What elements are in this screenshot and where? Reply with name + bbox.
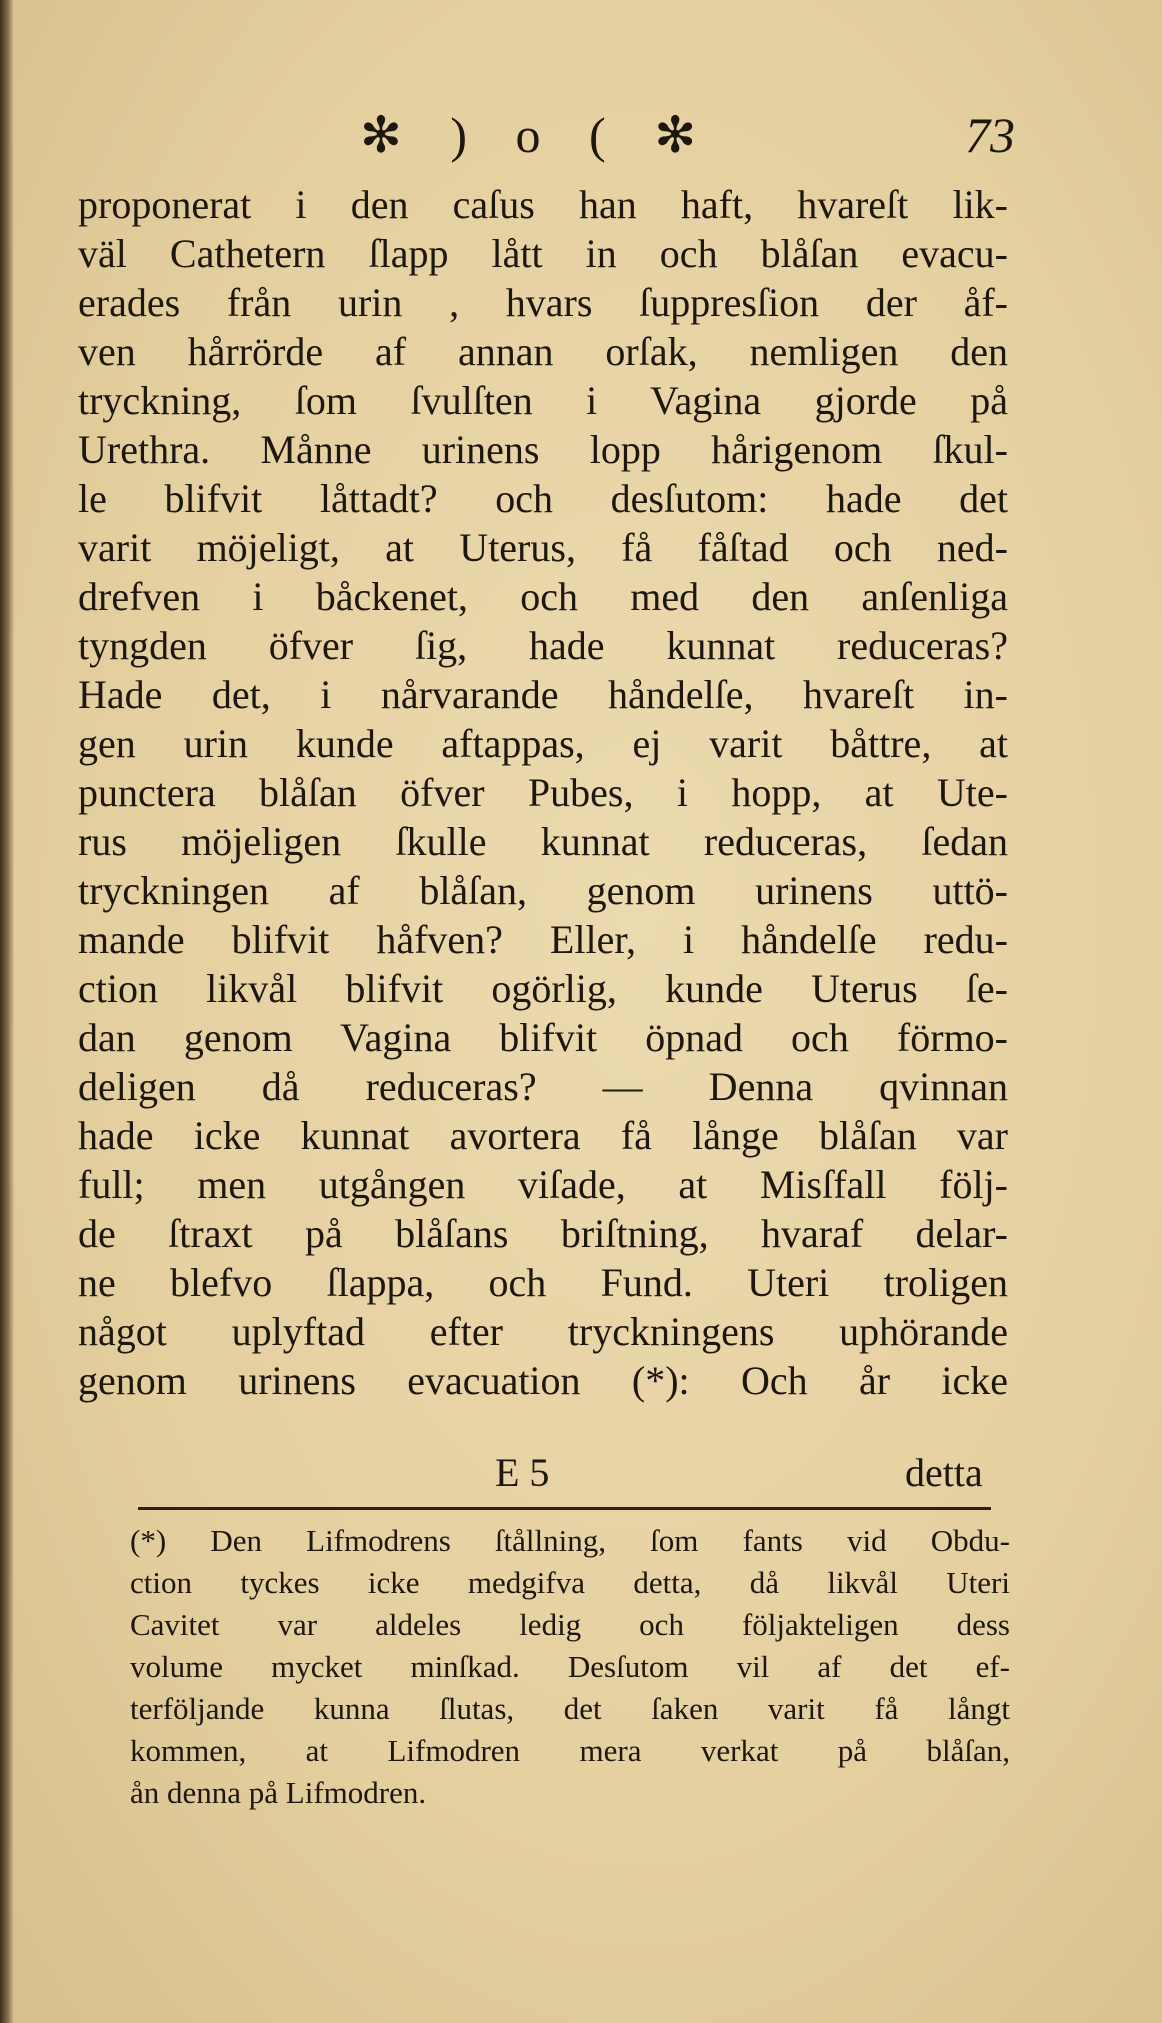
text-line: erades från urin , hvars ſuppresſion der åf- [78, 280, 1008, 325]
text-line: genom urinens evacuation (*): Och år icke [78, 1358, 1008, 1403]
text-line: tryckningen af blåſan, genom urinens uttö- [78, 868, 1008, 913]
footnote-line: terföljande kunna ſlutas, det ſaken varit få långt [130, 1691, 1010, 1726]
footnote-rule [138, 1507, 991, 1510]
footnote-line: kommen, at Lifmodren mera verkat på blåſan, [130, 1733, 1010, 1768]
page-header [330, 105, 1030, 165]
text-line: tryckning, ſom ſvulſten i Vagina gjorde på [78, 378, 1008, 423]
text-line: full; men utgången viſade, at Misſfall följ- [78, 1162, 1008, 1207]
signature-mark: E 5 [495, 1450, 550, 1495]
text-line: proponerat i den caſus han haft, hvareſt lik- [78, 182, 1008, 227]
page-number: 73 [965, 107, 1015, 163]
footnote-line: volume mycket minſkad. Desſutom vil af det ef- [130, 1649, 1010, 1684]
text-line: deligen då reduceras? — Denna qvinnan [78, 1064, 1008, 1109]
text-line: något uplyftad efter tryckningens uphörande [78, 1309, 1008, 1354]
text-line: tyngden öfver ſig, hade kunnat reduceras? [78, 623, 1008, 668]
text-line: Urethra. Månne urinens lopp hårigenom ſkul- [78, 427, 1008, 472]
text-line: Hade det, i nårvarande håndelſe, hvareſt in- [78, 672, 1008, 717]
footnote [130, 1520, 1010, 1814]
text-line: punctera blåſan öfver Pubes, i hopp, at Ute- [78, 770, 1008, 815]
text-line: mande blifvit håfven? Eller, i håndelſe redu- [78, 917, 1008, 962]
footnote-line: ction tyckes icke medgifva detta, då likvål Uteri [130, 1565, 1010, 1600]
text-line: gen urin kunde aftappas, ej varit båttre, at [78, 721, 1008, 766]
header-ornament: ✻ ) o ( ✻ [360, 107, 715, 163]
text-line: ne blefvo ſlappa, och Fund. Uteri troligen [78, 1260, 1008, 1305]
text-line: de ſtraxt på blåſans briſtning, hvaraf delar- [78, 1211, 1008, 1256]
text-line: väl Cathetern ſlapp lått in och blåſan evacu- [78, 231, 1008, 276]
text-line: rus möjeligen ſkulle kunnat reduceras, ſedan [78, 819, 1008, 864]
footnote-line: (*) Den Lifmodrens ſtållning, ſom fants vid Obdu- [130, 1523, 1010, 1558]
catchword: detta [905, 1450, 983, 1495]
page-edge-shadow [0, 0, 14, 2023]
text-line: dan genom Vagina blifvit öpnad och förmo- [78, 1015, 1008, 1060]
text-line: hade icke kunnat avortera få långe blåſan var [78, 1113, 1008, 1158]
main-text [78, 180, 1008, 1405]
footnote-line: Cavitet var aldeles ledig och följakteligen dess [130, 1607, 1010, 1642]
text-line: ven hårrörde af annan orſak, nemligen den [78, 329, 1008, 374]
footnote-line: ån denna på Lifmodren. [130, 1775, 427, 1810]
text-line: le blifvit låttadt? och desſutom: hade det [78, 476, 1008, 521]
text-line: ction likvål blifvit ogörlig, kunde Uterus ſe- [78, 966, 1008, 1011]
text-line: drefven i båckenet, och med den anſenliga [78, 574, 1008, 619]
text-line: varit möjeligt, at Uterus, få fåſtad och ned- [78, 525, 1008, 570]
